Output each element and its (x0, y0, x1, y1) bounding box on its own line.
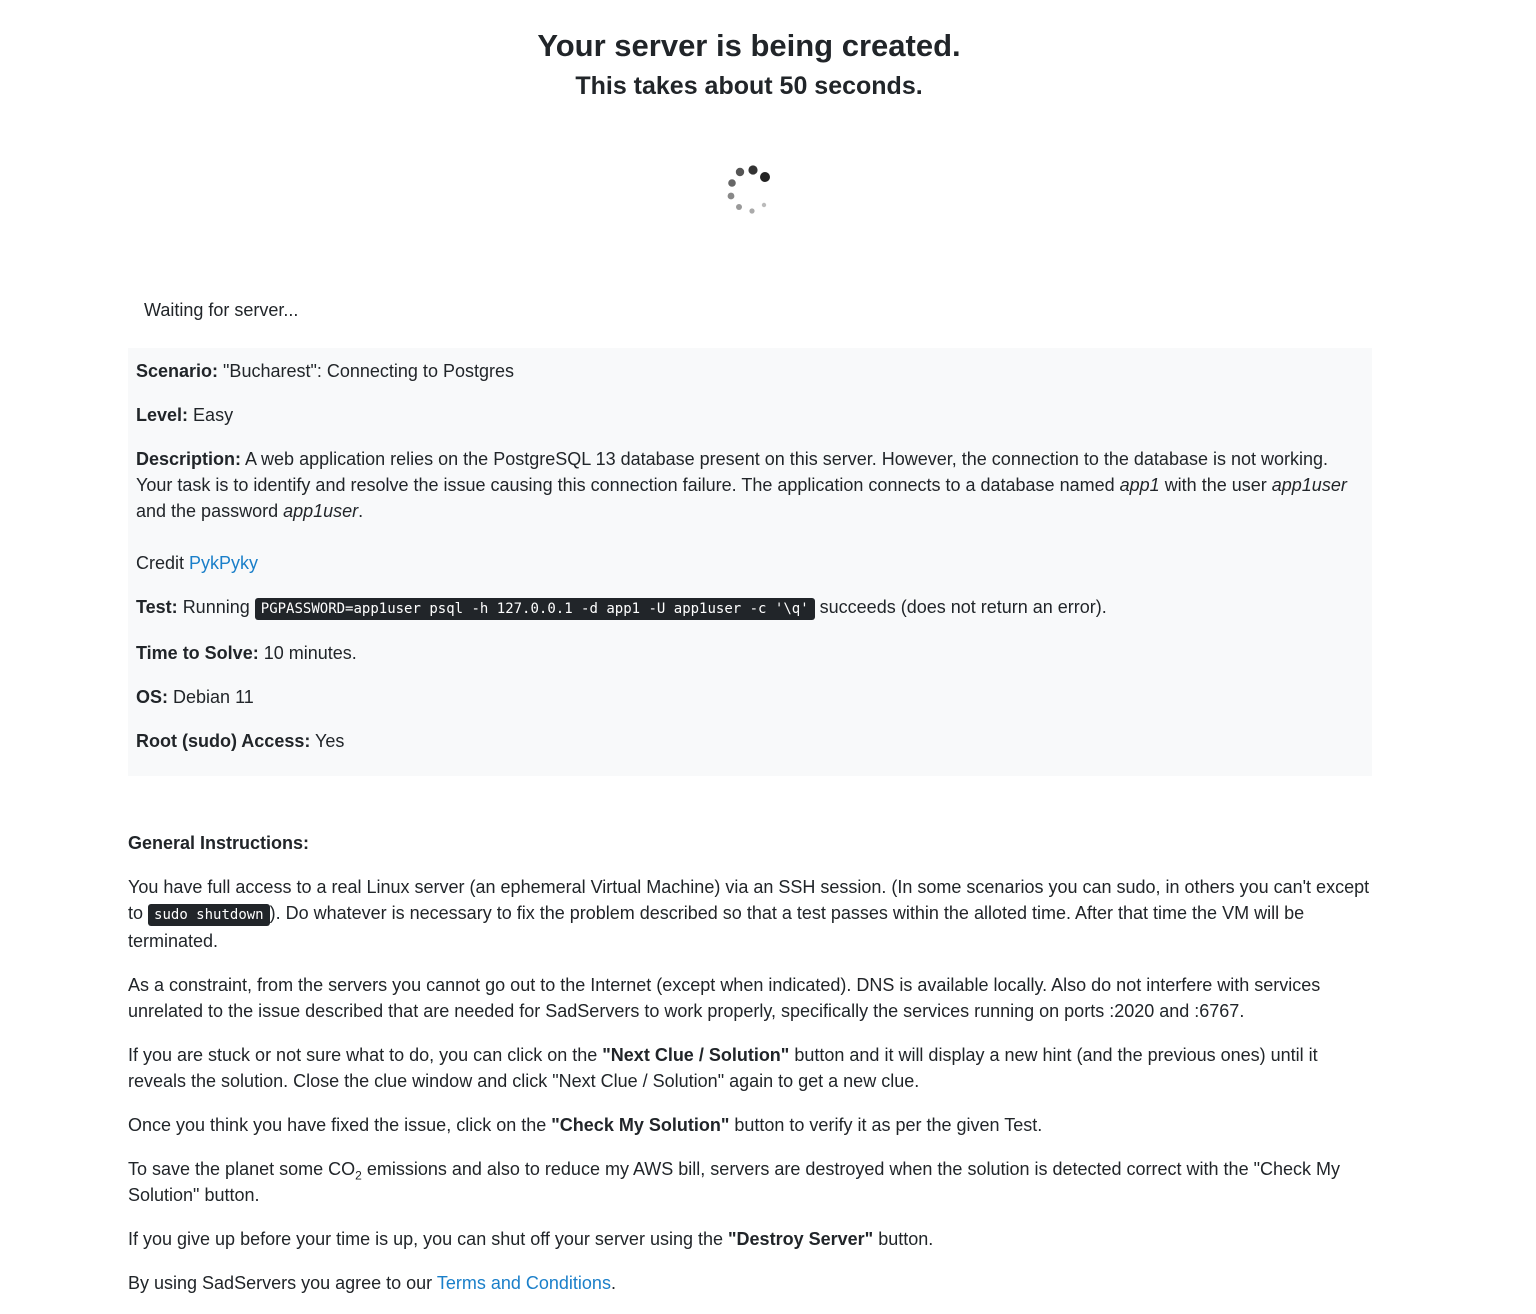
instructions-p1 (128, 874, 1372, 954)
instructions-p6 (128, 1226, 1372, 1252)
p5-sub: 2 (355, 1168, 362, 1183)
page-header (0, 26, 1498, 104)
p4-text: Once you think you have fixed the issue, click on the (128, 1115, 547, 1135)
p7-text: By using SadServers you agree to our (128, 1273, 433, 1293)
description-text-3: and the password (136, 501, 279, 521)
p1-text: You have full access to a real Linux server (an ephemeral Virtual Machine) via an SSH session. (In some scenarios you can sudo, in others you can't except to (128, 877, 1370, 923)
p5-text-2: emissions and also to reduce my AWS bill, servers are destroyed when the solution is detected correct with the "Check My Solution" button. (128, 1159, 1340, 1205)
p4-text-2: button to verify it as per the given Test. (734, 1115, 1043, 1135)
description-text-2: with the user (1164, 475, 1267, 495)
time-value: 10 minutes. (263, 643, 357, 663)
waiting-status: Waiting for server... (144, 300, 299, 320)
description-text: A web application relies on the PostgreSQL 13 database present on this server. However, the connection to the database is not working. Your task is to identify and resolve the issue causing this connection failure. The application connects to a database named (136, 449, 1329, 495)
credit-row (136, 550, 1364, 576)
credit-label: Credit (136, 553, 185, 573)
instructions-p5 (128, 1156, 1372, 1208)
root-label: Root (sudo) Access: (136, 731, 311, 751)
test-label: Test: (136, 597, 178, 617)
test-result: succeeds (does not return an error). (819, 597, 1107, 617)
sudo-shutdown-code: sudo shutdown (148, 904, 270, 926)
description-row (136, 446, 1364, 524)
scenario-row (136, 358, 1364, 384)
p6-text-2: button. (878, 1229, 934, 1249)
level-value: Easy (193, 405, 234, 425)
scenario-label: Scenario: (136, 361, 219, 381)
loading-spinner-icon (722, 162, 778, 218)
description-password: app1user (283, 501, 359, 521)
page-subtitle: This takes about 50 seconds. (575, 72, 923, 100)
instructions-p3 (128, 1042, 1372, 1094)
description-end: . (358, 501, 364, 521)
credit-link[interactable]: PykPyky (189, 553, 259, 573)
page-title: Your server is being created. (537, 28, 961, 63)
root-value: Yes (315, 731, 345, 751)
p6-text: If you give up before your time is up, you can shut off your server using the (128, 1229, 723, 1249)
scenario-value: "Bucharest": Connecting to Postgres (223, 361, 514, 381)
terms-link[interactable]: Terms and Conditions (436, 1273, 611, 1293)
p3-bold: "Next Clue / Solution" (602, 1045, 790, 1065)
p7-end: . (610, 1273, 616, 1293)
test-command: PGPASSWORD=app1user psql -h 127.0.0.1 -d app1 -U app1user -c '\q' (255, 598, 815, 620)
p5-text: To save the planet some CO (128, 1159, 356, 1179)
p3-text: If you are stuck or not sure what to do, you can click on the (128, 1045, 598, 1065)
time-label: Time to Solve: (136, 643, 259, 663)
instructions-p7 (128, 1270, 1372, 1296)
general-instructions (128, 830, 1372, 1314)
time-row (136, 640, 1364, 666)
description-user: app1user (1271, 475, 1347, 495)
p4-bold: "Check My Solution" (551, 1115, 730, 1135)
level-label: Level: (136, 405, 189, 425)
p1-text-2: ). Do whatever is necessary to fix the problem described so that a test passes within the alloted time. After that time the VM will be terminated. (128, 903, 1305, 951)
scenario-details (128, 348, 1372, 776)
os-value: Debian 11 (173, 687, 254, 707)
instructions-p2: As a constraint, from the servers you cannot go out to the Internet (except when indicated). DNS is available locally. Also do not interfere with services unrelated to the issue described that are needed for SadServers to work properly, specifically the services running on ports :2020 and :6767. (128, 975, 1321, 1021)
test-running: Running (182, 597, 250, 617)
test-row (136, 594, 1364, 622)
level-row (136, 402, 1364, 428)
root-row (136, 728, 1364, 754)
instructions-title (128, 830, 1372, 856)
instructions-title-text: General Instructions: (128, 833, 310, 853)
p3-text-2: button and it will display a new hint (and the previous ones) until it reveals the solution. Close the clue window and click "Next Clue / Solution" again to get a new clue. (128, 1045, 1318, 1091)
description-db: app1 (1119, 475, 1160, 495)
os-row (136, 684, 1364, 710)
instructions-p4 (128, 1112, 1372, 1138)
description-label: Description: (136, 449, 242, 469)
p6-bold: "Destroy Server" (728, 1229, 874, 1249)
os-label: OS: (136, 687, 169, 707)
